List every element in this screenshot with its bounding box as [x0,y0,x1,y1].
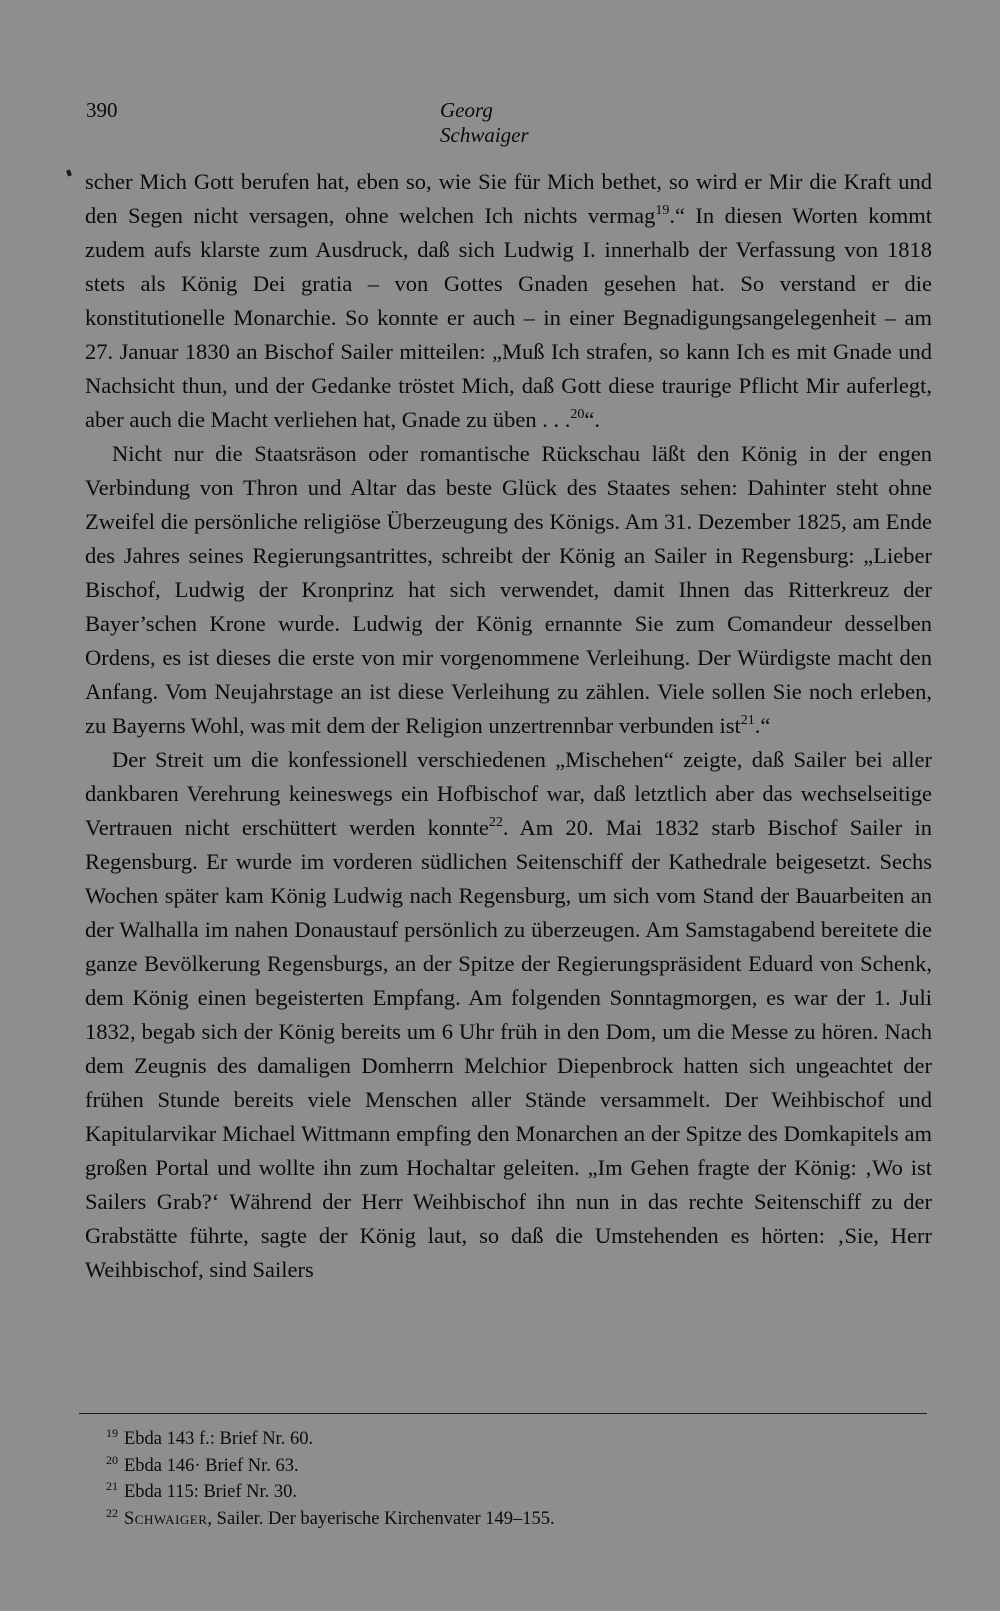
footnote-text: Ebda 115: Brief Nr. 30. [124,1482,297,1502]
footnote-number: 20 [106,1452,118,1467]
paragraph-text: .“ In diesen Worten kommt zudem aufs klarste zum Ausdruck, daß sich Ludwig I. innerhalb der Verfassung von 1818 stets als König Dei gratia – von Gottes Gnaden gesehen hat. So verstand er die konstitutionelle Monarchie. So konnte er auch – in einer Begnadigungsangelegenheit – am 27. Januar 1830 an Bischof Sailer mitteilen: „Muß Ich strafen, so kann Ich es mit Gnade und Nachsicht thun, und der Gedanke tröstet Mich, daß Gott diese traurige Pflicht Mir auferlegt, aber auch die Macht verliehen hat, Gnade zu üben . . . [85,203,932,432]
paragraph [85,437,932,743]
paragraph-text: “. [584,407,601,432]
footnotes [106,1426,555,1532]
page-header [86,98,586,147]
footnote-reference[interactable]: 21 [740,713,755,728]
footnote-number: 22 [106,1505,118,1520]
footnote [106,1479,555,1506]
paragraph [85,165,932,437]
footnote-text: Ebda 143 f.: Brief Nr. 60. [124,1429,314,1449]
page-number: 390 [86,98,118,122]
footnote-reference[interactable]: 22 [488,815,503,830]
paragraph-text: . Am 20. Mai 1832 starb Bischof Sailer in Regensburg. Er wurde im vorderen südlichen Seitenschiff der Kathedrale beigesetzt. Sechs Wochen später kam König Ludwig nach Regensburg, um sich vom Stand der Bauarbeiten an der Walhalla im nahen Donaustauf persönlich zu überzeugen. Am Samstagabend bereitete die ganze Bevölkerung Regensburgs, an der Spitze der Regierungspräsident Eduard von Schenk, dem König einen begeisterten Empfang. Am folgenden Sonntagmorgen, es war der 1. Juli 1832, begab sich der König bereits um 6 Uhr früh in den Dom, um die Messe zu hören. Nach dem Zeugnis des damaligen Domherrn Melchior Diepenbrock hatten sich ungeachtet der frühen Stunde bereits viele Menschen aller Stände versammelt. Der Weihbischof und Kapitularvikar Michael Wittmann empfing den Monarchen an der Spitze des Domkapitels am großen Portal und wollte ihn zum Hochaltar geleiten. „Im Gehen fragte der König: ‚Wo ist Sailers Grab?‘ Während der Herr Weihbischof ihn nun in das rechte Seitenschiff zu der Grabstätte führte, sagte der König laut, so daß die Umstehenden es hörten: ‚Sie, Herr Weihbischof, sind Sailers [85,815,932,1282]
footnote-reference[interactable]: 20 [570,407,585,422]
footnote [106,1453,555,1480]
footnote-divider [79,1413,927,1414]
footnote-author: Schwaiger [124,1508,208,1529]
footnote-reference[interactable]: 19 [655,203,670,218]
footnote [106,1506,555,1533]
paragraph-text: Nicht nur die Staatsräson oder romantische Rückschau läßt den König in der engen Verbindung von Thron und Altar das beste Glück des Staates sehen: Dahinter steht ohne Zweifel die persönliche religiöse Überzeugung des Königs. Am 31. Dezember 1825, am Ende des Jahres seines Regierungsantrittes, schreibt der König an Sailer in Regensburg: „Lieber Bischof, Ludwig der Kronprinz hat sich verwendet, damit Ihnen das Ritterkreuz der Bayer’schen Krone wurde. Ludwig der König ernannte Sie zum Comandeur desselben Ordens, es ist dieses die erste von mir vorgenommene Verleihung. Der Würdigste macht den Anfang. Vom Neujahrstage an ist diese Verleihung zu zählen. Viele sollen Sie noch erleben, zu Bayerns Wohl, was mit dem der Religion unzertrennbar verbunden ist [85,441,932,738]
running-title: Georg Schwaiger [440,98,529,147]
paragraph-text: Der Streit um die konfessionell verschiedenen „Mischehen“ zeigte, daß Sailer bei aller dankbaren Verehrung keineswegs ein Hofbischof war, daß letztlich aber das wechselseitige Vertrauen nicht erschüttert werden konnte [85,747,932,840]
margin-mark [66,169,72,176]
footnote-text: , Sailer. Der bayerische Kirchenvater 149–155. [207,1508,555,1529]
footnote-text: Ebda 146· Brief Nr. 63. [124,1455,299,1476]
paragraph-text: scher Mich Gott berufen hat, eben so, wie Sie für Mich bethet, so wird er Mir die Kraft und den Segen nicht versagen, ohne welchen Ich nichts vermag [85,169,932,228]
body-text [85,165,932,1287]
footnote [106,1426,555,1453]
paragraph [85,743,932,1287]
footnote-number: 21 [106,1479,118,1493]
paragraph-text: .“ [754,713,771,738]
footnote-number: 19 [106,1426,118,1440]
